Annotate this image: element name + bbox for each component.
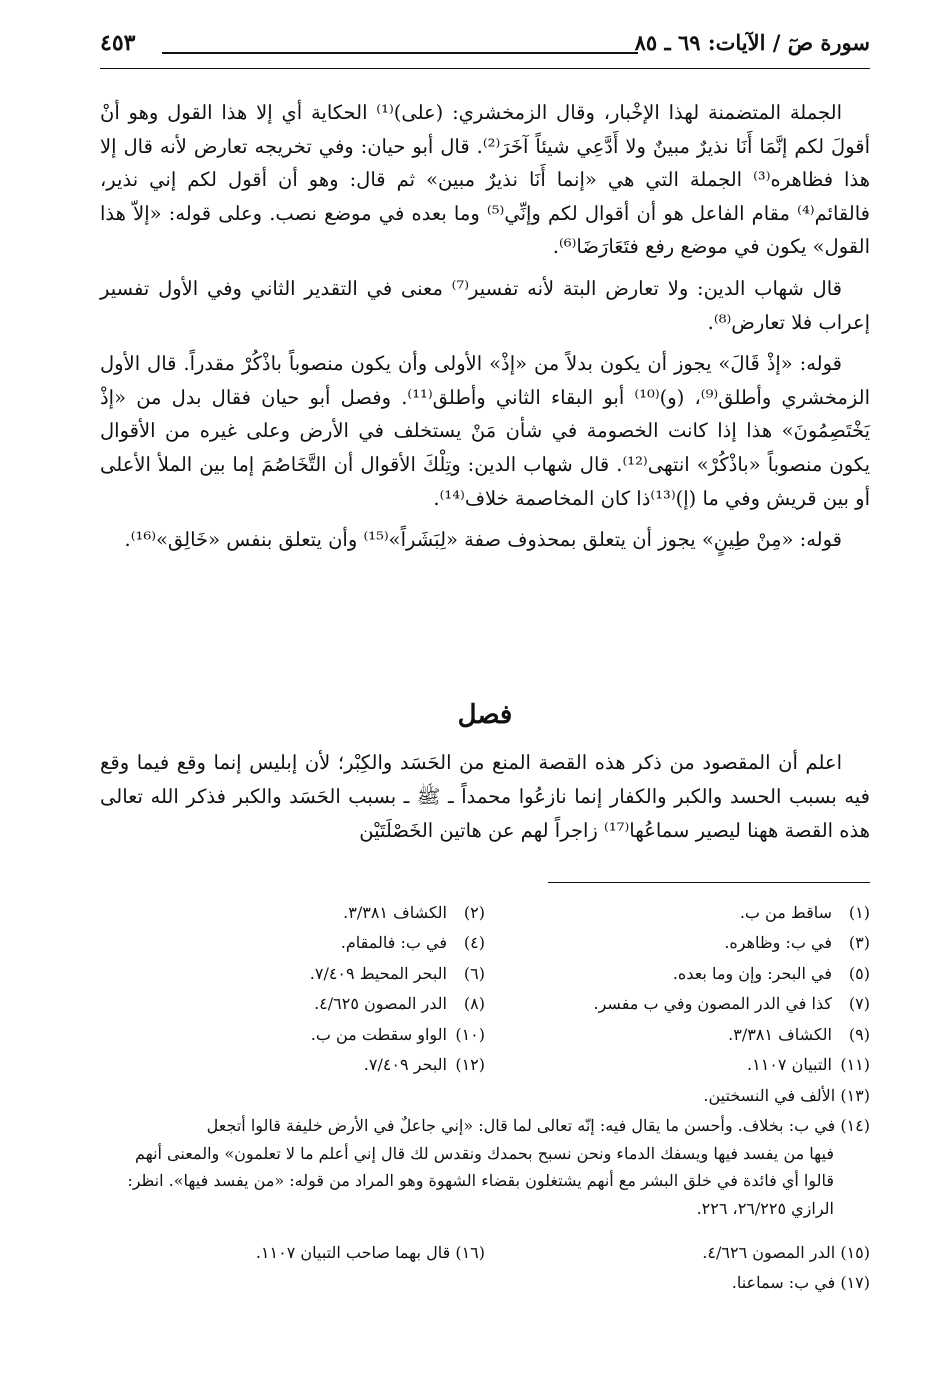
page-number: ٤٥٣ xyxy=(100,30,136,56)
footnote-14-first-line: (١٤) في ب: بخلاف. وأحسن ما يقال فيه: إنّه تعالى لما قال: «إني جاعلٌ في الأرض خليفة قالوا أتجعل xyxy=(206,1116,870,1135)
footnote-text: الكشاف ٣/٣٨١. xyxy=(343,903,447,922)
footnote-number: (٣) xyxy=(848,933,870,953)
header-rule xyxy=(162,52,638,54)
footnote-number: (٥) xyxy=(848,963,870,983)
paragraph: قوله: «إذْ قَالَ» يجوز أن يكون بدلاً من «إذْ» الأولى وأن يكون منصوباً باذْكُرْ مقدراً. قال الأول الزمخشري وأطلق⁽⁹⁾، (و)⁽¹⁰⁾ أبو البقاء الثاني وأطلق⁽¹¹⁾. وفصل أبو حيان فقال بدل من «إذْ يَخْتَصِمُونَ» هذا إذا كانت الخصومة في شأن مَنْ يستخلف في الأرض وعلى غيره من الأقوال يكون منصوباً «باذْكُرْ» انتهى⁽¹²⁾. قال شهاب الدين: وتِلْكَ الأقوال أن التَّخَاصُمَ إما بين الملأ الأعلى أو بين قريش وفي ما (إ)⁽¹³⁾ذا كان المخاصمة خلاف⁽¹⁴⁾. xyxy=(100,352,870,510)
footnote-row xyxy=(100,898,870,928)
footnote-number: (١٢) xyxy=(455,1055,485,1075)
running-header xyxy=(100,30,870,64)
footnote xyxy=(485,959,870,989)
main-text xyxy=(100,96,870,565)
footnote xyxy=(100,928,485,958)
footnote-text: البحر المحيط ٧/٤٠٩. xyxy=(309,963,447,983)
paragraph: الجملة المتضمنة لهذا الإخْبار، وقال الزمخشري: (على)⁽¹⁾ الحكاية أي إلا هذا القول وهو أنْ أقولَ لكم إنَّمَا أَنَا نذيرٌ مبينٌ ولا أَدَّعِي شيئاً آخَرَ⁽²⁾. قال أبو حيان: وفي تخريجه تعارض لأنه قال إلا هذا فظاهره⁽³⁾ الجملة التي هي «إنما أَنَا نذيرٌ مبين» ثم قال: وهو أن أقول لكم إني نذير، فالقائم⁽⁴⁾ مقام الفاعل هو أن أقوال لكم وإنِّي⁽⁵⁾ وما بعده في موضع نصب. وعلى قوله: «إلاّ هذا القول» يكون في موضع رفع فتَعَارَضَا⁽⁶⁾. xyxy=(100,101,871,259)
footnote-row xyxy=(100,928,870,958)
footnote-text: ساقط من ب. xyxy=(739,903,832,922)
paragraph: قال شهاب الدين: ولا تعارض البتة لأنه تفسير⁽⁷⁾ معنى في التقدير الثاني وفي الأول تفسير إعراب فلا تعارض⁽⁸⁾. xyxy=(100,276,870,334)
header-title: سورة صٓ / الآيات: ٦٩ ـ ٨٥ xyxy=(634,30,870,55)
footnote xyxy=(485,1050,870,1080)
footnote-14-continuation: فيها من يفسد فيها ويسفك الدماء ونحن نسبح بحمدك ونقدس لك قال إني أعلم ما لا تعلمون» والمعنى أنهم قالوا أي فائدة في خلق البشر مع أنهم يشتغلون بقضاء الشهوة وهو المراد من قوله: «من يفسد فيها». انظر: الرازي ٢٦/٢٢٥، ٢٢٦. xyxy=(127,1143,834,1218)
footnote-17: (١٧) في ب: سماعنا. xyxy=(731,1273,870,1292)
footnote-row xyxy=(100,989,870,1019)
footnote xyxy=(485,1020,870,1050)
footnote-text: في ب: فالمقام. xyxy=(340,933,447,953)
footnote-row xyxy=(100,1050,870,1080)
footnote-separator xyxy=(548,882,870,883)
section-heading: فصل xyxy=(457,700,513,730)
footnote-text: الدر المصون ٤/٦٢٥. xyxy=(314,994,447,1014)
footnote xyxy=(485,928,870,958)
footnote-text: الواو سقطت من ب. xyxy=(310,1024,447,1044)
footnote xyxy=(485,989,870,1019)
footnote-row xyxy=(100,959,870,989)
section-text xyxy=(100,746,870,848)
footnote-number: (٩) xyxy=(848,1024,870,1044)
footnote-text: الكشاف ٣/٣٨١. xyxy=(728,1024,832,1044)
footnote-number: (٦) xyxy=(463,963,485,983)
footnote-number: (١٠) xyxy=(455,1024,485,1044)
paragraph: اعلم أن المقصود من ذكر هذه القصة المنع من الحَسَد والكِبْر؛ لأن إبليس إنما وقع فيما وقع فيه بسبب الحسد والكبر والكفار إنما نازعُوا محمداً ـ ﷺ ـ بسبب الحَسَد والكبر فذكر الله تعالى هذه القصة ههنا ليصير سماعُها⁽¹⁷⁾ زاجراً لهم عن هاتين الخَصْلَتَيْن xyxy=(100,751,870,842)
footnote xyxy=(100,1050,485,1080)
footnote xyxy=(100,898,485,928)
footnote-15: (١٥) الدر المصون ٤/٦٢٦. xyxy=(702,1243,870,1262)
footnote-number: (١) xyxy=(848,903,870,922)
footnote-text: البحر ٧/٤٠٩. xyxy=(363,1055,447,1075)
footnote-text: في البحر: وإن وما بعده. xyxy=(672,963,832,983)
footnote-16: (١٦) قال بهما صاحب التبيان ١١٠٧. xyxy=(255,1243,485,1262)
footnote-number: (٢) xyxy=(463,903,485,922)
header-underline xyxy=(100,68,870,69)
footnote xyxy=(100,959,485,989)
footnote-row xyxy=(100,1020,870,1050)
footnote-text: التبيان ١١٠٧. xyxy=(747,1055,832,1075)
footnote xyxy=(485,898,870,928)
footnote xyxy=(100,1020,485,1050)
footnote-number: (٧) xyxy=(848,994,870,1014)
footnote-number: (١١) xyxy=(840,1055,870,1075)
footnote-row xyxy=(100,1238,870,1268)
footnote-14 xyxy=(100,1112,870,1222)
footnote-13: (١٣) الألف في النسختين. xyxy=(703,1086,870,1105)
paragraph: قوله: «مِنْ طِينٍ» يجوز أن يتعلق بمحذوف صفة «لِبَشَراً»⁽¹⁵⁾ وأن يتعلق بنفس «خَالِق»⁽¹⁶⁾. xyxy=(124,528,842,552)
footnote xyxy=(100,989,485,1019)
footnote-number: (٨) xyxy=(463,994,485,1014)
footnote-text: كذا في الدر المصون وفي ب مفسر. xyxy=(593,994,832,1014)
footnote-number: (٤) xyxy=(463,933,485,953)
footnotes-grid xyxy=(100,898,870,1080)
footnote-text: في ب: وظاهره. xyxy=(724,933,832,953)
